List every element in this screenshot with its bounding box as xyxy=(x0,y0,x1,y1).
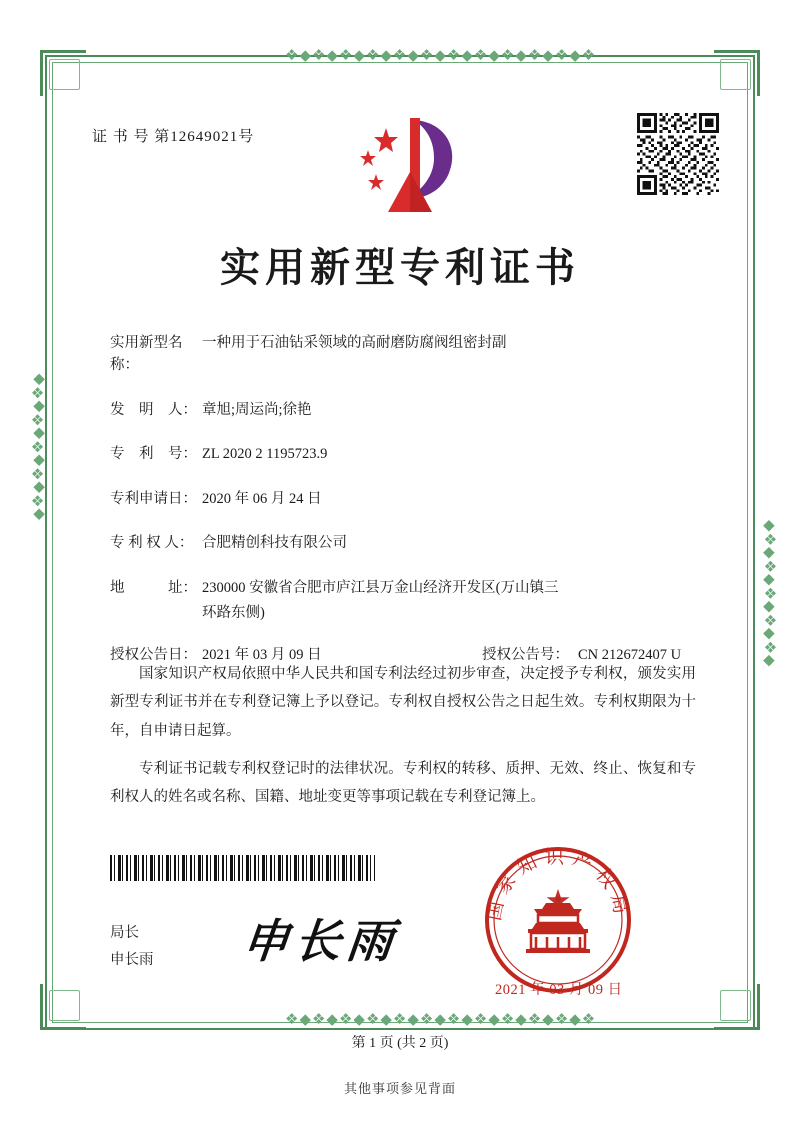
field-value-address-line2: 环路东侧) xyxy=(202,605,265,622)
border-corner-top-right xyxy=(714,50,760,96)
signature-name: 申长雨 xyxy=(110,951,154,968)
field-value: 一种用于石油钻采领域的高耐磨防腐阀组密封副 xyxy=(202,335,507,351)
field-label-grant-date: 授权公告日： xyxy=(110,647,197,664)
border-corner-top-left xyxy=(40,50,86,96)
border-ornament-bottom: ❖◆❖◆❖◆❖◆❖◆❖◆❖◆❖◆❖◆❖◆❖◆❖ xyxy=(285,1010,597,1028)
signature-title: 局长 xyxy=(110,925,139,941)
field-label: 专 利 权 人： xyxy=(110,535,194,552)
paragraph-1: 国家知识产权局依照中华人民共和国专利法经过初步审查，决定授予专利权，颁发实用新型专利证书并在专利登记簿上予以登记。专利权自授权公告之日起生效。专利权期限为十年，自申请日起算。 xyxy=(110,666,696,739)
page-title: 实用新型专利证书 xyxy=(220,245,580,291)
field-row-address xyxy=(110,577,710,622)
border-corner-bottom-right xyxy=(714,984,760,1030)
barcode xyxy=(110,855,375,881)
field-row-utility-model-name xyxy=(110,332,710,377)
border-ornament-left: ◆❖◆❖◆❖◆❖◆❖◆ xyxy=(29,372,47,520)
field-row-patent-number xyxy=(110,443,710,465)
field-value: 230000 安徽省合肥市庐江县万金山经济开发区(万山镇三 xyxy=(202,579,559,596)
field-value: 章旭;周运尚;徐艳 xyxy=(202,401,312,418)
field-label-grant-number: 授权公告号： xyxy=(482,647,569,664)
field-row-application-date xyxy=(110,488,710,510)
field-value: 2020 年 06 月 24 日 xyxy=(202,490,322,507)
footnote: 其他事项参见背面 xyxy=(343,1081,456,1096)
certificate-number: 证 书 号 第12649021号 xyxy=(92,129,255,145)
svg-text:国家知识产权局: 国家知识产权局 xyxy=(483,846,633,923)
field-value-grant-number: CN 212672407 U xyxy=(578,647,682,664)
page-number: 第 1 页 (共 2 页) xyxy=(351,1036,449,1051)
field-label: 实用新型名称： xyxy=(110,335,183,374)
border-corner-bottom-left xyxy=(40,984,86,1030)
signature-block xyxy=(110,920,154,974)
qr-code xyxy=(637,113,719,195)
paragraph-2: 专利证书记载专利权登记时的法律状况。专利权的转移、质押、无效、终止、恢复和专利权人的姓名或名称、国籍、地址变更等事项记载在专利登记簿上。 xyxy=(110,760,696,806)
field-label: 专 利 号： xyxy=(110,446,197,463)
handwritten-signature: 申长雨 xyxy=(239,916,402,967)
cnipa-logo-icon xyxy=(352,112,462,217)
field-value: 合肥精创科技有限公司 xyxy=(202,535,347,552)
official-seal xyxy=(483,845,633,995)
field-value-grant-date: 2021 年 03 月 09 日 xyxy=(202,647,322,664)
border-ornament-right: ◆❖◆❖◆❖◆❖◆❖◆ xyxy=(761,520,779,668)
field-row-inventor xyxy=(110,399,710,421)
field-value: ZL 2020 2 1195723.9 xyxy=(202,446,328,463)
field-row-patentee xyxy=(110,532,710,554)
field-label: 地 址： xyxy=(110,579,197,596)
body-paragraphs xyxy=(110,660,696,821)
seal-date: 2021 年 03 月 09 日 xyxy=(495,982,623,998)
field-list xyxy=(110,332,710,689)
field-label: 专利申请日： xyxy=(110,490,197,507)
field-label: 发 明 人： xyxy=(110,401,197,418)
border-ornament-top: ❖◆❖◆❖◆❖◆❖◆❖◆❖◆❖◆❖◆❖◆❖◆❖ xyxy=(285,46,597,64)
